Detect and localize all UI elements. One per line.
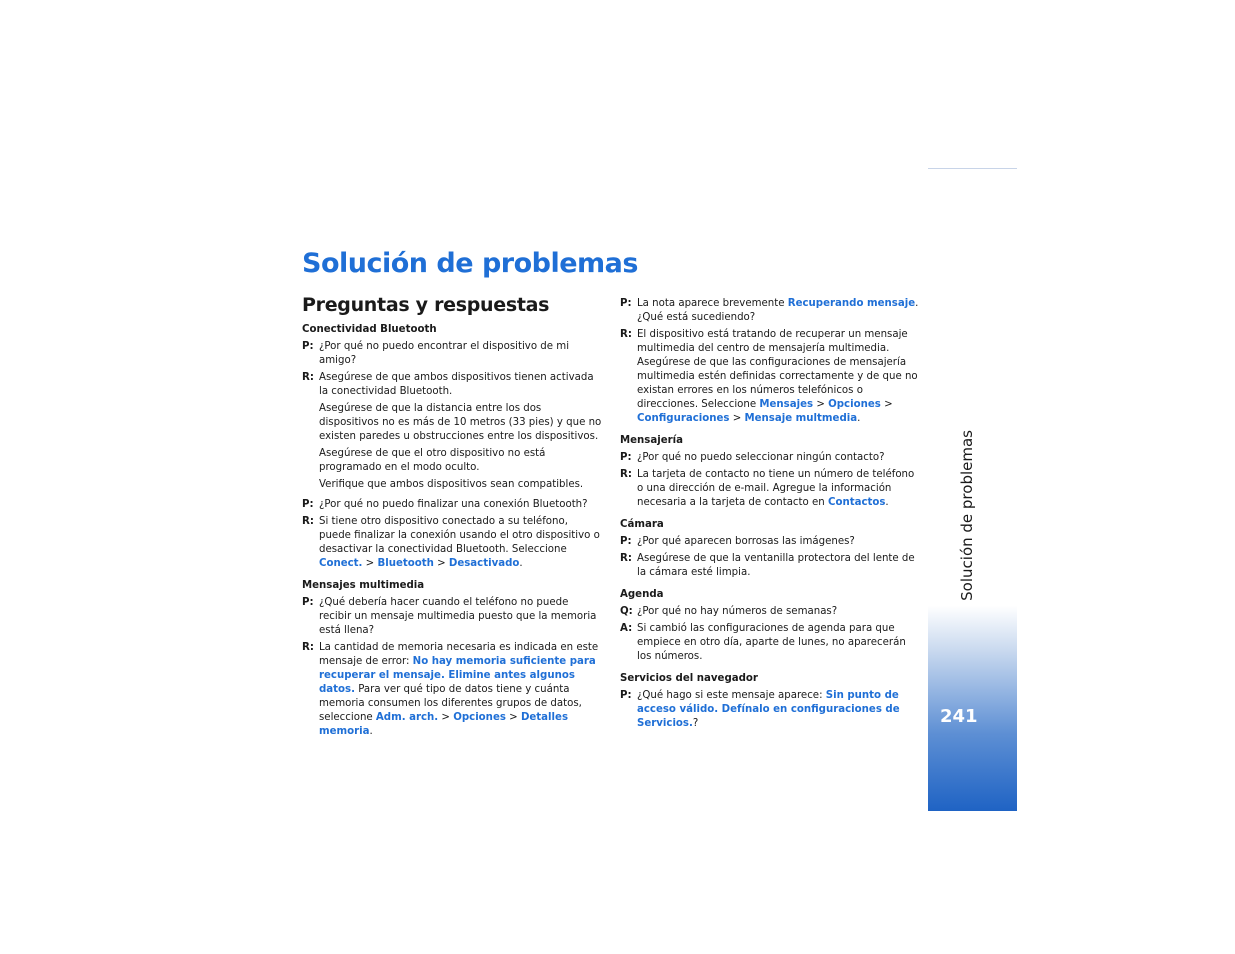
question-text [637, 689, 920, 731]
page-title: Solución de problemas [302, 248, 638, 279]
answer-paragraph: Asegúrese de que el otro dispositivo no está programado en el modo oculto. [319, 448, 546, 473]
heading-camara: Cámara [620, 519, 664, 530]
question-text: ¿Por qué no hay números de semanas? [637, 606, 838, 617]
status-note: Recuperando mensaje [787, 298, 916, 309]
menu-path-configuraciones: Configuraciones [637, 413, 730, 424]
question-text: ¿Por qué no puedo finalizar una conexión Bluetooth? [319, 499, 588, 510]
heading-mms: Mensajes multimedia [302, 580, 425, 591]
heading-agenda: Agenda [620, 589, 664, 600]
question-segment: ¿Qué hago si este mensaje aparece: [637, 690, 826, 701]
section-title: Preguntas y respuestas [302, 294, 550, 316]
path-separator: > [433, 558, 449, 569]
answer-item [302, 371, 602, 495]
left-column [302, 323, 602, 742]
answer-paragraph: Verifique que ambos dispositivos sean compatibles. [319, 479, 584, 490]
menu-path-opciones: Opciones [828, 399, 881, 410]
heading-mensajeria: Mensajería [620, 435, 684, 446]
answer-label: A: [620, 623, 633, 634]
answer-paragraph: Asegúrese de que la distancia entre los dos dispositivos no es más de 10 metros (33 pies) y que no existen paredes u obstrucciones entre los dispositivos. [319, 403, 602, 442]
menu-path-opciones: Opciones [453, 712, 506, 723]
answer-label: R: [620, 469, 632, 480]
heading-bluetooth: Conectividad Bluetooth [302, 324, 437, 335]
question-segment: ? [692, 718, 699, 729]
path-separator: > [362, 558, 378, 569]
menu-path-mensajes: Mensajes [759, 399, 814, 410]
question-text: ¿Qué debería hacer cuando el teléfono no puede recibir un mensaje multimedia puesto que la memoria está llena? [319, 597, 597, 636]
answer-text [319, 371, 602, 495]
question-label: P: [302, 597, 314, 608]
menu-path-contactos: Contactos [827, 497, 886, 508]
answer-label: R: [302, 516, 314, 527]
question-segment: . ¿Qué está sucediendo? [637, 298, 919, 323]
menu-path-adm-arch: Adm. arch. [375, 712, 439, 723]
question-label: P: [620, 690, 632, 701]
answer-paragraph: Asegúrese de que ambos dispositivos tienen activada la conectividad Bluetooth. [319, 372, 594, 397]
question-label: P: [620, 298, 632, 309]
answer-item [620, 328, 920, 426]
answer-segment: Si tiene otro dispositivo conectado a su teléfono, puede finalizar la conexión usando el otro dispositivo o desactivar la conectividad Bluetooth. Seleccione [319, 516, 600, 555]
question-segment: La nota aparece brevemente [637, 298, 788, 309]
question-text [637, 297, 920, 325]
question-item [302, 596, 602, 638]
path-separator: > [505, 712, 521, 723]
answer-text [319, 641, 602, 739]
path-separator: > [438, 712, 454, 723]
question-label: P: [620, 452, 632, 463]
period: . [885, 497, 889, 508]
answer-item [620, 622, 920, 664]
answer-segment: La cantidad de memoria necesaria es indicada en este mensaje de error: [319, 642, 599, 667]
question-label: Q: [620, 606, 633, 617]
answer-text: Si cambió las configuraciones de agenda para que empiece en otro día, aparte de lunes, no aparecerán los números. [637, 623, 906, 662]
answer-segment: Para ver qué tipo de datos tiene y cuánta memoria consumen los diferentes grupos de datos, seleccione [319, 684, 582, 723]
question-item [620, 689, 920, 731]
menu-path-conect: Conect. [319, 558, 363, 569]
answer-label: R: [302, 642, 314, 653]
period: . [519, 558, 523, 569]
question-label: P: [302, 341, 314, 352]
question-item [620, 605, 920, 619]
answer-item [620, 468, 920, 510]
answer-text [319, 515, 602, 571]
question-label: P: [302, 499, 314, 510]
answer-text [637, 328, 920, 426]
question-text: ¿Por qué no puedo seleccionar ningún contacto? [637, 452, 885, 463]
right-column [620, 297, 920, 734]
period: . [369, 726, 373, 737]
question-item [620, 297, 920, 325]
answer-item [302, 641, 602, 739]
path-separator: > [813, 399, 829, 410]
question-item [302, 498, 602, 512]
path-separator: > [729, 413, 745, 424]
question-item [302, 340, 602, 368]
answer-segment: La tarjeta de contacto no tiene un número de teléfono o una dirección de e-mail. Agregue la información necesaria a la tarjeta de contacto en [637, 469, 915, 508]
answer-text [637, 468, 920, 510]
answer-item [302, 515, 602, 571]
chapter-tab-label [956, 255, 976, 601]
answer-segment: El dispositivo está tratando de recuperar un mensaje multimedia del centro de mensajería multimedia. Asegúrese de que las configuraciones de mensajería multimedia estén definidas correctamente y de que no existan errores en los números telefónicos o direcciones. Seleccione [637, 329, 918, 410]
answer-label: R: [620, 329, 632, 340]
question-label: P: [620, 536, 632, 547]
error-message: Sin punto de acceso válido. Defínalo en configuraciones de Servicios. [637, 690, 900, 729]
answer-item [620, 552, 920, 580]
question-text: ¿Por qué no puedo encontrar el dispositivo de mi amigo? [319, 341, 570, 366]
answer-label: R: [302, 372, 314, 383]
answer-text: Asegúrese de que la ventanilla protectora del lente de la cámara esté limpia. [637, 553, 915, 578]
period: . [857, 413, 861, 424]
error-message: No hay memoria suficiente para recuperar el mensaje. Elimine antes algunos datos. [319, 656, 596, 695]
answer-label: R: [620, 553, 632, 564]
question-item [620, 535, 920, 549]
chapter-tab-text: Solución de problemas [958, 430, 976, 601]
path-separator: > [880, 399, 893, 410]
question-text: ¿Por qué aparecen borrosas las imágenes? [637, 536, 855, 547]
heading-navegador: Servicios del navegador [620, 673, 758, 684]
menu-path-bluetooth: Bluetooth [377, 558, 434, 569]
menu-path-mensaje-multimedia: Mensaje multmedia [744, 413, 858, 424]
question-item [620, 451, 920, 465]
menu-path-desactivado: Desactivado [448, 558, 520, 569]
page-number: 241 [940, 706, 978, 727]
menu-path-detalles-memoria: Detalles memoria [319, 712, 569, 737]
